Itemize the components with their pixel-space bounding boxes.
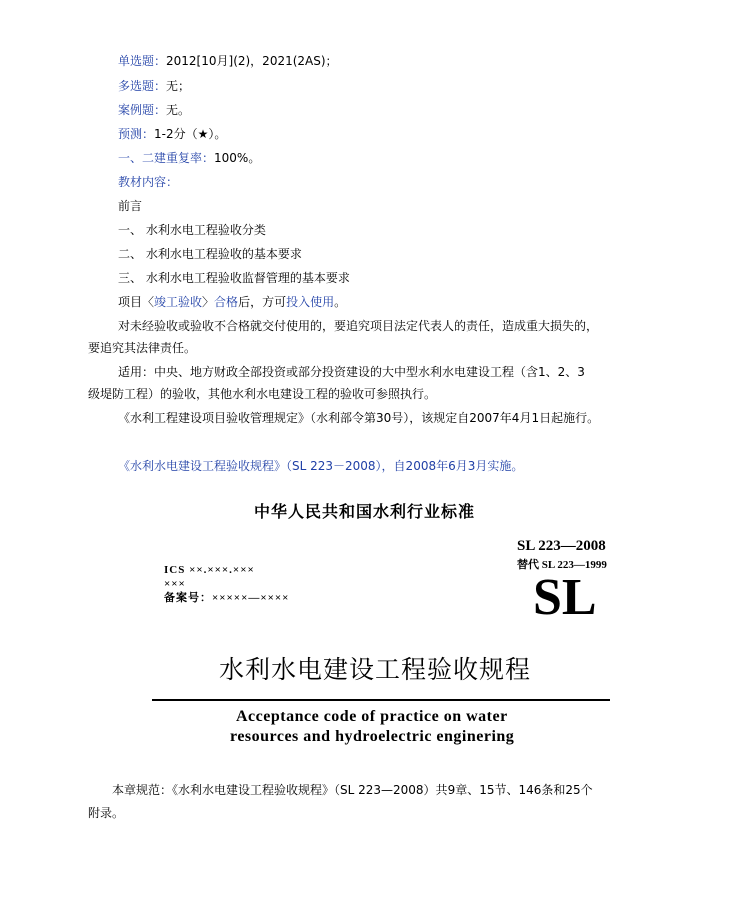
case-label: 案例题： bbox=[118, 103, 167, 117]
outline-item-2: 二、 水利水电工程验收的基本要求 bbox=[118, 247, 302, 261]
case-value: 无。 bbox=[166, 103, 191, 117]
single-choice-value: 2012[10月](2)，2021(2AS)； bbox=[166, 54, 338, 68]
text-fragment: 后，方可 bbox=[238, 295, 287, 309]
standard-code: SL 223—2008 bbox=[517, 538, 606, 554]
multi-choice-label: 多选题： bbox=[118, 79, 167, 93]
repeat-rate-label: 一、二建重复率： bbox=[118, 151, 215, 165]
outline-item-3: 三、 水利水电工程验收监督管理的基本要求 bbox=[118, 271, 350, 285]
preface-heading: 前言 bbox=[118, 199, 143, 213]
highlight-put-into-use: 投入使用 bbox=[286, 295, 335, 309]
multi-choice-row bbox=[118, 78, 190, 94]
highlight-completion-acceptance: 竣工验收 bbox=[154, 295, 203, 309]
acceptance-paragraph bbox=[118, 294, 346, 310]
ics-line-2: ××× bbox=[164, 578, 186, 590]
single-choice-row bbox=[118, 53, 338, 69]
code-implementation-paragraph: 《水利水电建设工程验收规程》（SL 223－2008），自2008年6月3月实施。 bbox=[118, 459, 524, 473]
highlight-qualified: 合格 bbox=[214, 295, 239, 309]
forecast-row bbox=[118, 126, 226, 142]
chapter-spec-line1: 本章规范：《水利水电建设工程验收规程》（SL 223—2008）共9章、15节、146条和25个 bbox=[112, 783, 593, 797]
scope-paragraph-line1: 适用：中央、地方财政全部投资或部分投资建设的大中型水利水电建设工程（含1、2、3 bbox=[118, 365, 585, 379]
text-fragment: 项目〈 bbox=[118, 295, 155, 309]
standard-title-en-line-2: resources and hydroelectric enginering bbox=[230, 728, 515, 745]
sl-mark: SL bbox=[533, 569, 597, 626]
text-fragment: 。 bbox=[334, 295, 347, 309]
liability-paragraph-line1: 对未经验收或验收不合格就交付使用的，要追究项目法定代表人的责任，造成重大损失的， bbox=[118, 319, 599, 333]
scope-paragraph-line2: 级堤防工程）的验收，其他水利水电建设工程的验收可参照执行。 bbox=[88, 387, 437, 401]
forecast-label: 预测： bbox=[118, 127, 155, 141]
chapter-spec-line2: 附录。 bbox=[88, 806, 125, 820]
single-choice-label: 单选题： bbox=[118, 54, 167, 68]
standard-title-cn: 水利水电建设工程验收规程 bbox=[219, 655, 532, 684]
ics-line-1: ICS ××.×××.××× bbox=[164, 564, 255, 576]
title-divider bbox=[152, 699, 610, 701]
text-fragment: 〉 bbox=[202, 295, 215, 309]
case-row bbox=[118, 102, 190, 118]
forecast-value: 1-2分（★）。 bbox=[154, 127, 227, 141]
multi-choice-value: 无； bbox=[166, 79, 191, 93]
record-number: 备案号：×××××—×××× bbox=[164, 592, 290, 604]
liability-paragraph-line2: 要追究其法律责任。 bbox=[88, 341, 197, 355]
cover-header: 中华人民共和国水利行业标准 bbox=[254, 502, 476, 521]
standard-title-en-line-1: Acceptance code of practice on water bbox=[236, 708, 508, 725]
textbook-content-label: 教材内容： bbox=[118, 175, 179, 189]
replaces-code: 替代 SL 223—1999 bbox=[517, 559, 607, 571]
regulation-paragraph: 《水利工程建设项目验收管理规定》（水利部令第30号），该规定自2007年4月1日起施行。 bbox=[118, 411, 600, 425]
repeat-rate-value: 100%。 bbox=[214, 151, 261, 165]
outline-item-1: 一、 水利水电工程验收分类 bbox=[118, 223, 266, 237]
repeat-rate-row bbox=[118, 150, 260, 166]
